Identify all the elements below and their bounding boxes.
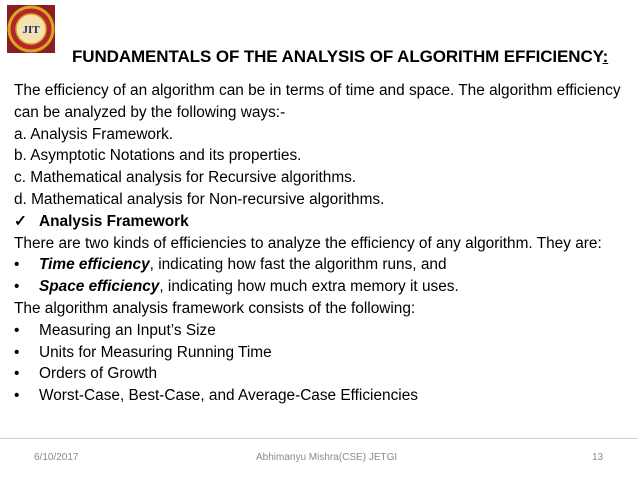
- way-item: d. Mathematical analysis for Non-recursive algorithms.: [14, 190, 385, 208]
- checkmark-icon: ✓: [14, 212, 27, 230]
- framework-item: [14, 363, 629, 385]
- bullet-icon: •: [14, 321, 20, 339]
- section-heading: [14, 211, 629, 233]
- bullet-icon: •: [14, 365, 20, 383]
- footer-author: Abhimanyu Mishra(CSE) JETGI: [256, 452, 398, 463]
- kinds-paragraph: There are two kinds of efficiencies to analyze the efficiency of any algorithm. They are:: [14, 234, 602, 252]
- slide-title-colon: :: [602, 47, 609, 66]
- efficiency-desc: , indicating how much extra memory it uses.: [159, 278, 459, 296]
- framework-item-text: Worst-Case, Best-Case, and Average-Case Efficiencies: [39, 387, 418, 405]
- framework-item: [14, 320, 629, 342]
- bullet-icon: •: [14, 343, 20, 361]
- way-item: a. Analysis Framework.: [14, 125, 174, 143]
- footer-date: 6/10/2017: [34, 452, 79, 463]
- college-emblem-logo: [6, 4, 56, 54]
- footer-divider: [0, 438, 638, 439]
- efficiency-item: [14, 254, 629, 276]
- intro-paragraph: The efficiency of an algorithm can be in terms of time and space. The algorithm efficiency can be analyzed by the following ways:-: [14, 82, 621, 121]
- emblem-text: JIT: [22, 24, 40, 36]
- framework-item-text: Orders of Growth: [39, 365, 158, 383]
- framework-item: [14, 342, 629, 364]
- framework-item-text: Measuring an Input’s Size: [39, 321, 216, 339]
- efficiency-term: Space efficiency: [39, 278, 160, 296]
- section-heading-text: Analysis Framework: [39, 212, 189, 230]
- bullet-icon: •: [14, 387, 20, 405]
- framework-item-text: Units for Measuring Running Time: [39, 343, 272, 361]
- way-item: b. Asymptotic Notations and its properties.: [14, 147, 302, 165]
- bullet-icon: •: [14, 278, 20, 296]
- framework-item: [14, 385, 629, 407]
- slide-title: [72, 47, 608, 67]
- footer-page-number: 13: [592, 452, 604, 463]
- efficiency-desc: , indicating how fast the algorithm runs, and: [149, 256, 447, 274]
- slide-body: [14, 80, 629, 407]
- efficiency-term: Time efficiency: [39, 256, 150, 274]
- framework-intro: The algorithm analysis framework consists of the following:: [14, 299, 416, 317]
- way-item: c. Mathematical analysis for Recursive algorithms.: [14, 169, 357, 187]
- bullet-icon: •: [14, 256, 20, 274]
- efficiency-item: [14, 276, 629, 298]
- slide-title-text: FUNDAMENTALS OF THE ANALYSIS OF ALGORITHM EFFICIENCY: [72, 47, 603, 66]
